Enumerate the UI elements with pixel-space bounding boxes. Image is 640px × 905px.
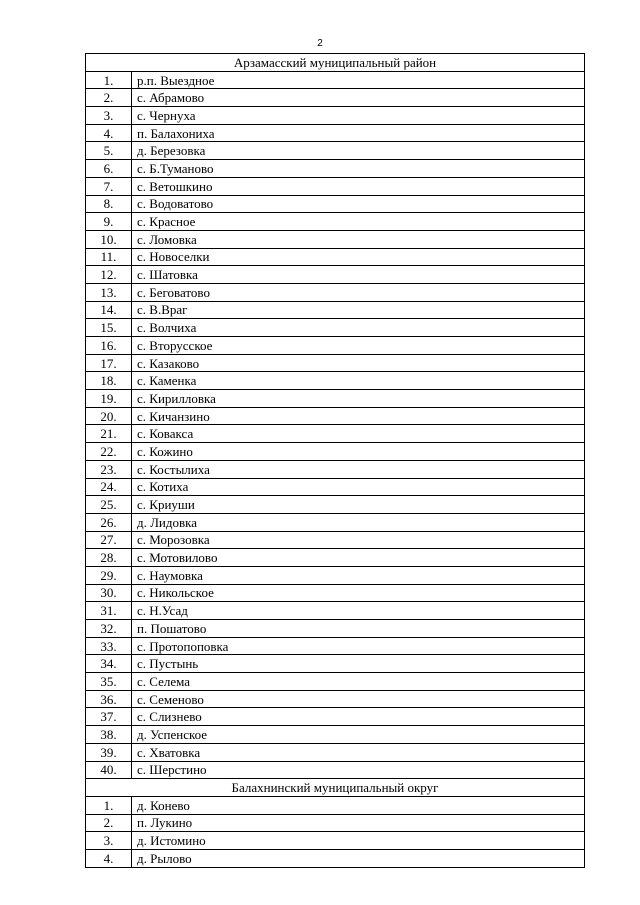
row-number: 22. xyxy=(86,443,132,461)
table-row xyxy=(86,283,585,301)
row-number: 15. xyxy=(86,319,132,337)
table-row xyxy=(86,124,585,142)
table-row xyxy=(86,690,585,708)
table-row xyxy=(86,602,585,620)
settlement-name: с. Чернуха xyxy=(132,107,585,125)
table-row xyxy=(86,142,585,160)
row-number: 19. xyxy=(86,390,132,408)
row-number: 31. xyxy=(86,602,132,620)
settlement-name: п. Пошатово xyxy=(132,620,585,638)
table-row xyxy=(86,496,585,514)
table-row xyxy=(86,372,585,390)
row-number: 33. xyxy=(86,637,132,655)
settlement-name: с. Н.Усад xyxy=(132,602,585,620)
section-header-row xyxy=(86,779,585,797)
settlement-name: с. Семеново xyxy=(132,690,585,708)
settlement-name: д. Березовка xyxy=(132,142,585,160)
table-row xyxy=(86,319,585,337)
row-number: 2. xyxy=(86,89,132,107)
row-number: 36. xyxy=(86,690,132,708)
row-number: 6. xyxy=(86,160,132,178)
table-row xyxy=(86,425,585,443)
row-number: 27. xyxy=(86,531,132,549)
table-row xyxy=(86,354,585,372)
settlement-name: с. Кичанзино xyxy=(132,407,585,425)
table-row xyxy=(86,177,585,195)
settlement-name: д. Рылово xyxy=(132,849,585,867)
table-row xyxy=(86,513,585,531)
row-number: 3. xyxy=(86,107,132,125)
row-number: 8. xyxy=(86,195,132,213)
settlement-name: с. Шерстино xyxy=(132,761,585,779)
table-row xyxy=(86,443,585,461)
settlement-name: р.п. Выездное xyxy=(132,71,585,89)
settlement-name: с. Вторусское xyxy=(132,337,585,355)
table-row xyxy=(86,743,585,761)
row-number: 1. xyxy=(86,796,132,814)
row-number: 5. xyxy=(86,142,132,160)
table-row xyxy=(86,460,585,478)
row-number: 38. xyxy=(86,726,132,744)
settlements-table xyxy=(85,53,585,868)
table-row xyxy=(86,230,585,248)
table-row xyxy=(86,390,585,408)
settlement-name: с. Пустынь xyxy=(132,655,585,673)
settlement-name: с. Ковакса xyxy=(132,425,585,443)
settlement-name: с. Красное xyxy=(132,213,585,231)
section-title: Арзамасский муниципальный район xyxy=(86,54,585,72)
table-row xyxy=(86,407,585,425)
settlement-name: с. Беговатово xyxy=(132,283,585,301)
table-row xyxy=(86,301,585,319)
table-row xyxy=(86,107,585,125)
table-row xyxy=(86,814,585,832)
settlement-name: с. Протопоповка xyxy=(132,637,585,655)
table-row xyxy=(86,337,585,355)
table-row xyxy=(86,832,585,850)
row-number: 20. xyxy=(86,407,132,425)
row-number: 32. xyxy=(86,620,132,638)
row-number: 18. xyxy=(86,372,132,390)
table-row xyxy=(86,708,585,726)
table-row xyxy=(86,89,585,107)
row-number: 4. xyxy=(86,849,132,867)
table-row xyxy=(86,195,585,213)
settlement-name: с. Водоватово xyxy=(132,195,585,213)
row-number: 17. xyxy=(86,354,132,372)
row-number: 23. xyxy=(86,460,132,478)
row-number: 26. xyxy=(86,513,132,531)
settlement-name: с. Костылиха xyxy=(132,460,585,478)
section-header-row xyxy=(86,54,585,72)
table-row xyxy=(86,213,585,231)
table-row xyxy=(86,478,585,496)
settlement-name: с. Хватовка xyxy=(132,743,585,761)
table-row xyxy=(86,620,585,638)
settlement-name: д. Успенское xyxy=(132,726,585,744)
settlement-name: с. Криуши xyxy=(132,496,585,514)
settlements-table-body xyxy=(86,54,585,868)
row-number: 7. xyxy=(86,177,132,195)
row-number: 12. xyxy=(86,266,132,284)
settlement-name: с. В.Враг xyxy=(132,301,585,319)
settlement-name: с. Волчиха xyxy=(132,319,585,337)
settlement-name: с. Никольское xyxy=(132,584,585,602)
row-number: 3. xyxy=(86,832,132,850)
table-row xyxy=(86,849,585,867)
row-number: 13. xyxy=(86,283,132,301)
settlement-name: с. Шатовка xyxy=(132,266,585,284)
settlement-name: с. Мотовилово xyxy=(132,549,585,567)
settlement-name: с. Каменка xyxy=(132,372,585,390)
row-number: 21. xyxy=(86,425,132,443)
settlement-name: д. Лидовка xyxy=(132,513,585,531)
row-number: 29. xyxy=(86,566,132,584)
row-number: 39. xyxy=(86,743,132,761)
settlement-name: д. Истомино xyxy=(132,832,585,850)
settlement-name: с. Абрамово xyxy=(132,89,585,107)
settlement-name: п. Лукино xyxy=(132,814,585,832)
table-row xyxy=(86,531,585,549)
table-row xyxy=(86,549,585,567)
settlement-name: с. Новоселки xyxy=(132,248,585,266)
row-number: 28. xyxy=(86,549,132,567)
table-row xyxy=(86,673,585,691)
settlement-name: с. Селема xyxy=(132,673,585,691)
settlement-name: с. Казаково xyxy=(132,354,585,372)
row-number: 24. xyxy=(86,478,132,496)
table-row xyxy=(86,637,585,655)
table-row xyxy=(86,266,585,284)
row-number: 37. xyxy=(86,708,132,726)
row-number: 14. xyxy=(86,301,132,319)
table-row xyxy=(86,726,585,744)
settlement-name: с. Ветошкино xyxy=(132,177,585,195)
table-row xyxy=(86,566,585,584)
row-number: 10. xyxy=(86,230,132,248)
settlement-name: с. Кожино xyxy=(132,443,585,461)
row-number: 30. xyxy=(86,584,132,602)
row-number: 2. xyxy=(86,814,132,832)
table-row xyxy=(86,584,585,602)
settlement-name: с. Ломовка xyxy=(132,230,585,248)
row-number: 9. xyxy=(86,213,132,231)
table-row xyxy=(86,71,585,89)
row-number: 25. xyxy=(86,496,132,514)
settlement-name: с. Морозовка xyxy=(132,531,585,549)
table-row xyxy=(86,761,585,779)
table-row xyxy=(86,248,585,266)
table-row xyxy=(86,655,585,673)
settlement-name: с. Б.Туманово xyxy=(132,160,585,178)
table-row xyxy=(86,160,585,178)
row-number: 4. xyxy=(86,124,132,142)
row-number: 35. xyxy=(86,673,132,691)
settlement-name: д. Конево xyxy=(132,796,585,814)
table-row xyxy=(86,796,585,814)
page-number: 2 xyxy=(317,38,323,49)
row-number: 40. xyxy=(86,761,132,779)
settlement-name: п. Балахониха xyxy=(132,124,585,142)
row-number: 16. xyxy=(86,337,132,355)
row-number: 11. xyxy=(86,248,132,266)
row-number: 1. xyxy=(86,71,132,89)
settlement-name: с. Наумовка xyxy=(132,566,585,584)
settlement-name: с. Котиха xyxy=(132,478,585,496)
section-title: Балахнинский муниципальный округ xyxy=(86,779,585,797)
settlement-name: с. Кирилловка xyxy=(132,390,585,408)
row-number: 34. xyxy=(86,655,132,673)
settlement-name: с. Слизнево xyxy=(132,708,585,726)
